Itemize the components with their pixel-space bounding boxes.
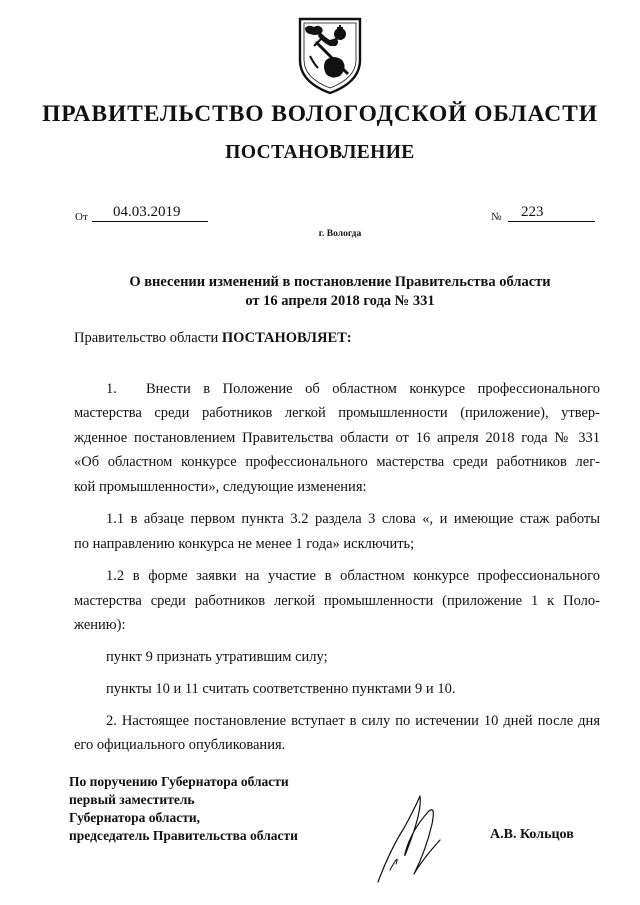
vologda-coat-of-arms-icon: [296, 16, 364, 96]
preamble: [74, 330, 352, 347]
number-underline: [508, 221, 595, 222]
government-title: ПРАВИТЕЛЬСТВО ВОЛОГОДСКОЙ ОБЛАСТИ: [42, 101, 598, 127]
date-underline: [92, 221, 208, 222]
p12-line-1: 1.2 в форме заявки на участие в областном конкурсе профессионального: [106, 568, 600, 584]
preamble-text: Правительство области: [74, 330, 222, 346]
handwritten-signature-icon: [370, 790, 450, 890]
item-9: пункт 9 признать утратившим силу;: [106, 649, 328, 665]
document-number: 223: [521, 204, 544, 220]
document-date: 04.03.2019: [113, 204, 181, 220]
date-label: От: [75, 211, 88, 223]
signatory-line-1: По поручению Губернатора области: [69, 774, 289, 789]
signatory-line-2: первый заместитель: [69, 792, 195, 807]
signatory-title: [69, 773, 298, 845]
signatory-line-3: Губернатора области,: [69, 810, 200, 825]
subject-line-1: О внесении изменений в постановление Правительства области: [129, 274, 551, 290]
document-type: ПОСТАНОВЛЕНИЕ: [225, 142, 415, 163]
signer-name: А.В. Кольцов: [490, 827, 574, 842]
p11-line-1: 1.1 в абзаце первом пункта 3.2 раздела 3 слова «, и имеющие стаж работы: [106, 511, 600, 527]
p1-line-2: мастерства среди работников легкой промышленности (приложение), утвер-: [74, 405, 600, 421]
p1-line-1: Внести в Положение об областном конкурсе профессионального: [146, 381, 600, 397]
p1-line-5: кой промышленности», следующие изменения:: [74, 479, 367, 495]
signatory-line-4: председатель Правительства области: [69, 828, 298, 843]
p2-line-1: 2. Настоящее постановление вступает в силу по истечении 10 дней после дня: [106, 713, 600, 729]
document-subject: [60, 273, 620, 311]
city: г. Вологда: [318, 229, 362, 239]
p12-line-3: жению):: [74, 617, 126, 633]
p1-line-4: «Об областном конкурсе профессионального мастерства среди работников лег-: [74, 454, 600, 470]
p1-number: 1.: [106, 381, 117, 397]
items-10-11: пункты 10 и 11 считать соответственно пунктами 9 и 10.: [106, 681, 456, 697]
preamble-bold: ПОСТАНОВЛЯЕТ:: [221, 330, 352, 346]
p12-line-2: мастерства среди работников легкой промышленности (приложение 1 к Поло-: [74, 593, 600, 609]
p11-line-2: по направлению конкурса не менее 1 года» исключить;: [74, 536, 415, 552]
p1-line-3: жденное постановлением Правительства области от 16 апреля 2018 года № 331: [74, 430, 600, 446]
subject-line-2: от 16 апреля 2018 года № 331: [245, 293, 435, 309]
number-label: №: [491, 211, 502, 223]
p2-line-2: его официального опубликования.: [74, 737, 286, 753]
